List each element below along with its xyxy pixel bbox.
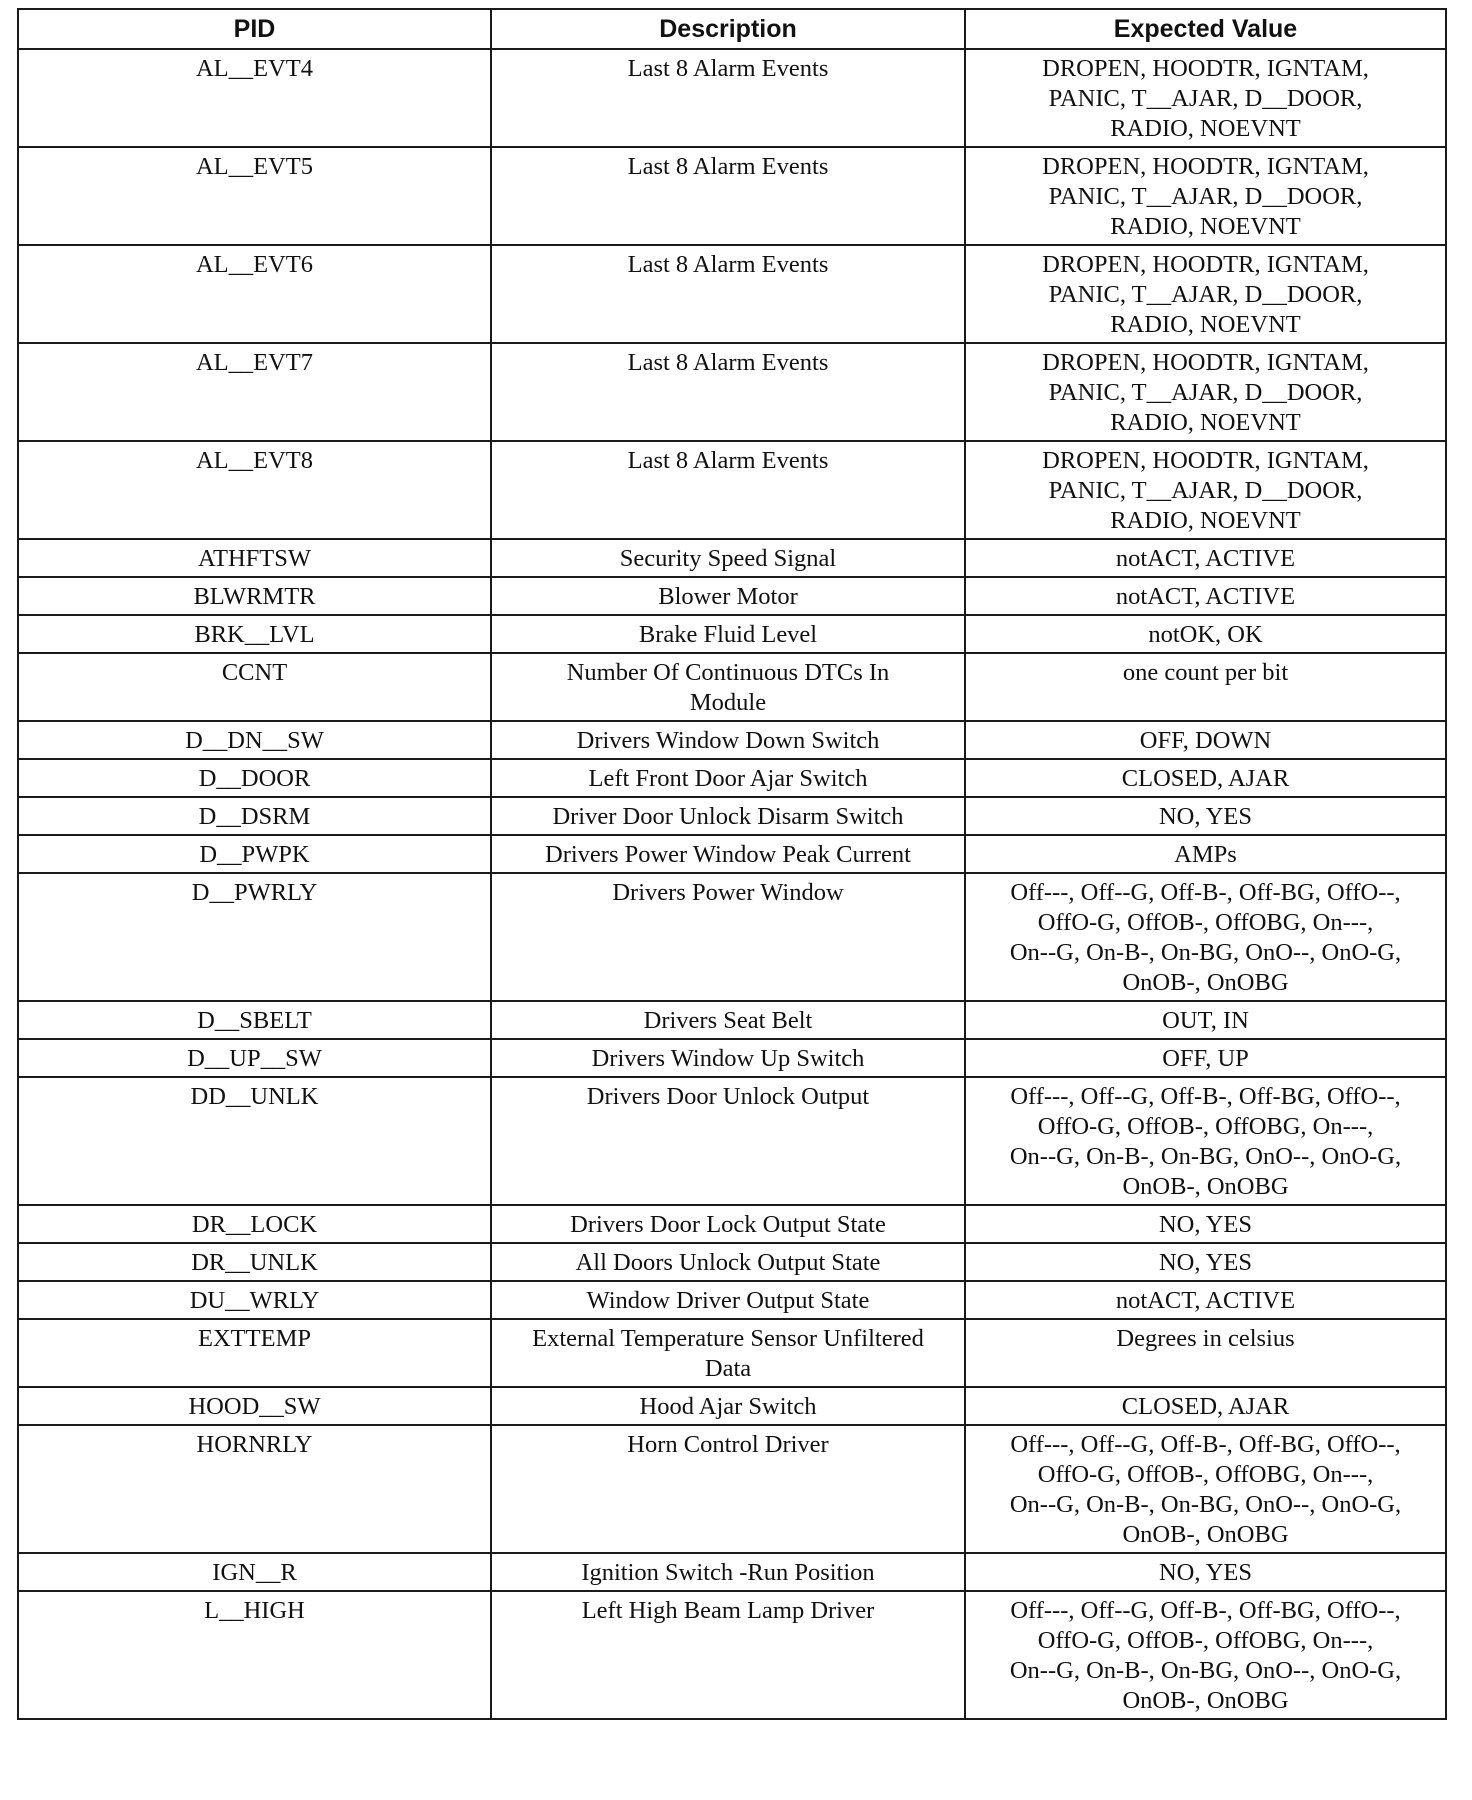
- expected-value-line: OnOB-, OnOBG: [1122, 969, 1289, 996]
- pid-table-page: [17, 8, 1445, 1720]
- cell-pid: D__DN__SW: [18, 721, 491, 759]
- table-row: [18, 759, 1446, 797]
- cell-description: Last 8 Alarm Events: [491, 343, 965, 441]
- expected-value-line: NO, YES: [1158, 1559, 1252, 1586]
- expected-value-line: NO, YES: [1158, 1249, 1252, 1276]
- cell-description: Last 8 Alarm Events: [491, 441, 965, 539]
- cell-expected-value: [965, 797, 1446, 835]
- cell-pid: DD__UNLK: [18, 1077, 491, 1205]
- cell-expected-value: [965, 1387, 1446, 1425]
- header-expected-value: Expected Value: [965, 9, 1446, 49]
- expected-value-line: DROPEN, HOODTR, IGNTAM,: [1042, 251, 1369, 278]
- table-row: [18, 1319, 1446, 1387]
- cell-description: Driver Door Unlock Disarm Switch: [491, 797, 965, 835]
- expected-value-line: OnOB-, OnOBG: [1122, 1687, 1289, 1714]
- expected-value-line: OnOB-, OnOBG: [1122, 1521, 1289, 1548]
- cell-description: Drivers Power Window: [491, 873, 965, 1001]
- cell-pid: DR__LOCK: [18, 1205, 491, 1243]
- cell-expected-value: [965, 759, 1446, 797]
- cell-expected-value: [965, 343, 1446, 441]
- table-row: [18, 147, 1446, 245]
- table-row: [18, 49, 1446, 147]
- cell-description: Ignition Switch -Run Position: [491, 1553, 965, 1591]
- table-row: [18, 245, 1446, 343]
- cell-expected-value: [965, 1001, 1446, 1039]
- expected-value-line: On--G, On-B-, On-BG, OnO--, OnO-G,: [1009, 939, 1402, 966]
- expected-value-line: notOK, OK: [1148, 621, 1263, 648]
- cell-description: Drivers Window Down Switch: [491, 721, 965, 759]
- cell-description: Hood Ajar Switch: [491, 1387, 965, 1425]
- table-body: [18, 49, 1446, 1719]
- cell-expected-value: [965, 1243, 1446, 1281]
- expected-value-line: DROPEN, HOODTR, IGNTAM,: [1042, 55, 1369, 82]
- cell-description: Drivers Seat Belt: [491, 1001, 965, 1039]
- expected-value-line: Off---, Off--G, Off-B-, Off-BG, OffO--,: [1010, 1431, 1401, 1458]
- table-row: [18, 1387, 1446, 1425]
- table-row: [18, 1001, 1446, 1039]
- expected-value-line: Off---, Off--G, Off-B-, Off-BG, OffO--,: [1010, 1597, 1401, 1624]
- cell-pid: D__UP__SW: [18, 1039, 491, 1077]
- pid-table: [17, 8, 1447, 1720]
- table-row: [18, 441, 1446, 539]
- cell-expected-value: [965, 147, 1446, 245]
- cell-pid: IGN__R: [18, 1553, 491, 1591]
- cell-pid: D__DSRM: [18, 797, 491, 835]
- cell-pid: HORNRLY: [18, 1425, 491, 1553]
- cell-expected-value: [965, 539, 1446, 577]
- cell-expected-value: [965, 1039, 1446, 1077]
- cell-expected-value: [965, 653, 1446, 721]
- expected-value-line: OffO-G, OffOB-, OffOBG, On---,: [1037, 1461, 1374, 1488]
- cell-description: Last 8 Alarm Events: [491, 245, 965, 343]
- cell-description: All Doors Unlock Output State: [491, 1243, 965, 1281]
- expected-value-line: DROPEN, HOODTR, IGNTAM,: [1042, 447, 1369, 474]
- table-row: [18, 797, 1446, 835]
- cell-expected-value: [965, 1591, 1446, 1719]
- cell-description: Horn Control Driver: [491, 1425, 965, 1553]
- table-row: [18, 1243, 1446, 1281]
- expected-value-line: On--G, On-B-, On-BG, OnO--, OnO-G,: [1009, 1491, 1402, 1518]
- table-row: [18, 615, 1446, 653]
- table-row: [18, 343, 1446, 441]
- description-line: Data: [704, 1355, 752, 1382]
- expected-value-line: OFF, UP: [1162, 1045, 1249, 1072]
- description-line: Number Of Continuous DTCs In: [566, 659, 890, 686]
- expected-value-line: On--G, On-B-, On-BG, OnO--, OnO-G,: [1009, 1143, 1402, 1170]
- table-row: [18, 653, 1446, 721]
- table-row: [18, 577, 1446, 615]
- table-row: [18, 1553, 1446, 1591]
- expected-value-line: PANIC, T__AJAR, D__DOOR,: [1048, 281, 1363, 308]
- expected-value-line: OFF, DOWN: [1139, 727, 1272, 754]
- cell-pid: BLWRMTR: [18, 577, 491, 615]
- table-row: [18, 873, 1446, 1001]
- expected-value-line: Off---, Off--G, Off-B-, Off-BG, OffO--,: [1010, 1083, 1401, 1110]
- cell-description: Security Speed Signal: [491, 539, 965, 577]
- cell-expected-value: [965, 441, 1446, 539]
- cell-pid: DU__WRLY: [18, 1281, 491, 1319]
- cell-pid: D__PWPK: [18, 835, 491, 873]
- cell-description: Brake Fluid Level: [491, 615, 965, 653]
- cell-expected-value: [965, 1553, 1446, 1591]
- cell-pid: HOOD__SW: [18, 1387, 491, 1425]
- expected-value-line: OnOB-, OnOBG: [1122, 1173, 1289, 1200]
- expected-value-line: one count per bit: [1122, 659, 1289, 686]
- expected-value-line: OUT, IN: [1162, 1007, 1249, 1034]
- cell-pid: BRK__LVL: [18, 615, 491, 653]
- expected-value-line: DROPEN, HOODTR, IGNTAM,: [1042, 349, 1369, 376]
- table-row: [18, 1281, 1446, 1319]
- cell-pid: D__SBELT: [18, 1001, 491, 1039]
- expected-value-line: NO, YES: [1158, 803, 1252, 830]
- table-row: [18, 1039, 1446, 1077]
- cell-expected-value: [965, 1205, 1446, 1243]
- cell-expected-value: [965, 615, 1446, 653]
- description-line: External Temperature Sensor Unfiltered: [532, 1325, 924, 1352]
- cell-expected-value: [965, 49, 1446, 147]
- cell-description: Left Front Door Ajar Switch: [491, 759, 965, 797]
- table-row: [18, 1077, 1446, 1205]
- expected-value-line: notACT, ACTIVE: [1115, 583, 1296, 610]
- cell-pid: AL__EVT8: [18, 441, 491, 539]
- expected-value-line: RADIO, NOEVNT: [1110, 507, 1301, 534]
- cell-description: [491, 653, 965, 721]
- cell-expected-value: [965, 873, 1446, 1001]
- cell-pid: ATHFTSW: [18, 539, 491, 577]
- header-description: Description: [491, 9, 965, 49]
- expected-value-line: PANIC, T__AJAR, D__DOOR,: [1048, 379, 1363, 406]
- cell-description: Blower Motor: [491, 577, 965, 615]
- cell-pid: CCNT: [18, 653, 491, 721]
- expected-value-line: PANIC, T__AJAR, D__DOOR,: [1048, 85, 1363, 112]
- cell-expected-value: [965, 577, 1446, 615]
- cell-description: Drivers Door Unlock Output: [491, 1077, 965, 1205]
- expected-value-line: PANIC, T__AJAR, D__DOOR,: [1048, 183, 1363, 210]
- expected-value-line: RADIO, NOEVNT: [1110, 311, 1301, 338]
- cell-pid: AL__EVT4: [18, 49, 491, 147]
- cell-expected-value: [965, 1077, 1446, 1205]
- expected-value-line: RADIO, NOEVNT: [1110, 409, 1301, 436]
- cell-pid: AL__EVT6: [18, 245, 491, 343]
- description-line: Module: [689, 689, 767, 716]
- table-row: [18, 835, 1446, 873]
- cell-description: Left High Beam Lamp Driver: [491, 1591, 965, 1719]
- cell-description: Drivers Door Lock Output State: [491, 1205, 965, 1243]
- expected-value-line: NO, YES: [1158, 1211, 1252, 1238]
- table-row: [18, 721, 1446, 759]
- expected-value-line: DROPEN, HOODTR, IGNTAM,: [1042, 153, 1369, 180]
- expected-value-line: notACT, ACTIVE: [1115, 545, 1296, 572]
- cell-expected-value: [965, 835, 1446, 873]
- table-row: [18, 1591, 1446, 1719]
- cell-description: Drivers Power Window Peak Current: [491, 835, 965, 873]
- expected-value-line: Degrees in celsius: [1116, 1325, 1295, 1352]
- expected-value-line: OffO-G, OffOB-, OffOBG, On---,: [1037, 1627, 1374, 1654]
- expected-value-line: CLOSED, AJAR: [1121, 1393, 1290, 1420]
- cell-pid: AL__EVT7: [18, 343, 491, 441]
- header-pid: PID: [18, 9, 491, 49]
- cell-expected-value: [965, 245, 1446, 343]
- expected-value-line: PANIC, T__AJAR, D__DOOR,: [1048, 477, 1363, 504]
- header-row: [18, 9, 1446, 49]
- cell-description: Last 8 Alarm Events: [491, 147, 965, 245]
- cell-pid: D__DOOR: [18, 759, 491, 797]
- expected-value-line: OffO-G, OffOB-, OffOBG, On---,: [1037, 909, 1374, 936]
- cell-expected-value: [965, 1281, 1446, 1319]
- cell-description: [491, 1319, 965, 1387]
- expected-value-line: OffO-G, OffOB-, OffOBG, On---,: [1037, 1113, 1374, 1140]
- cell-pid: AL__EVT5: [18, 147, 491, 245]
- expected-value-line: RADIO, NOEVNT: [1110, 213, 1301, 240]
- expected-value-line: notACT, ACTIVE: [1115, 1287, 1296, 1314]
- expected-value-line: On--G, On-B-, On-BG, OnO--, OnO-G,: [1009, 1657, 1402, 1684]
- cell-description: Drivers Window Up Switch: [491, 1039, 965, 1077]
- table-header: [18, 9, 1446, 49]
- table-row: [18, 1205, 1446, 1243]
- expected-value-line: RADIO, NOEVNT: [1110, 115, 1301, 142]
- cell-expected-value: [965, 1319, 1446, 1387]
- cell-pid: EXTTEMP: [18, 1319, 491, 1387]
- table-row: [18, 1425, 1446, 1553]
- cell-description: Window Driver Output State: [491, 1281, 965, 1319]
- expected-value-line: CLOSED, AJAR: [1121, 765, 1290, 792]
- cell-expected-value: [965, 1425, 1446, 1553]
- cell-expected-value: [965, 721, 1446, 759]
- table-row: [18, 539, 1446, 577]
- cell-pid: D__PWRLY: [18, 873, 491, 1001]
- expected-value-line: Off---, Off--G, Off-B-, Off-BG, OffO--,: [1010, 879, 1401, 906]
- cell-pid: L__HIGH: [18, 1591, 491, 1719]
- expected-value-line: AMPs: [1174, 841, 1237, 868]
- cell-pid: DR__UNLK: [18, 1243, 491, 1281]
- cell-description: Last 8 Alarm Events: [491, 49, 965, 147]
